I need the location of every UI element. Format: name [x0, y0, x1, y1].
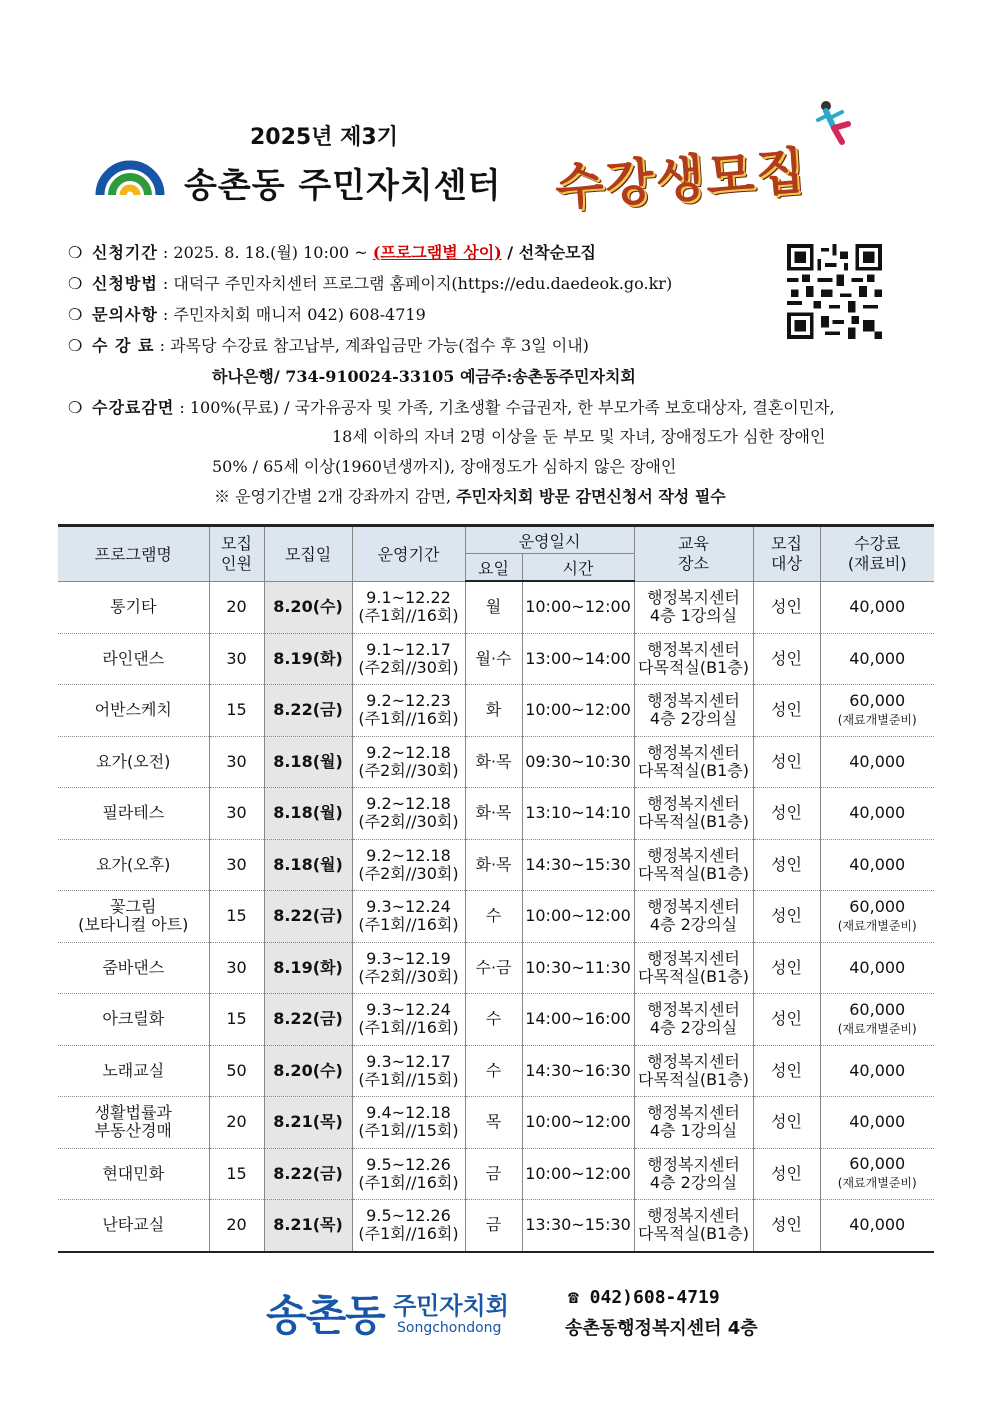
cell-fee: 40,000 — [820, 839, 934, 891]
schedule-body — [58, 581, 934, 1252]
note-text: ※ 운영기간별 2개 강좌까지 감면, — [214, 487, 457, 506]
info-value-prefix: : 2025. 8. 18.(월) 10:00 ~ — [162, 243, 373, 262]
cell-day: 수 — [465, 994, 522, 1046]
discount-line-2: 18세 이하의 자녀 2명 이상을 둔 부모 및 자녀, 장애정도가 심한 장애인 — [332, 427, 826, 446]
cell-recruit-date: 8.21(목) — [264, 1200, 352, 1252]
rainbow-logo-icon — [95, 150, 165, 200]
bullet-icon: ❍ — [68, 243, 83, 262]
cell-period: 9.2~12.18 (주2회//30회) — [352, 788, 465, 840]
cell-day: 금 — [465, 1148, 522, 1200]
cell-program-name: 꽃그림 (보타니컬 아트) — [58, 891, 209, 943]
cell-capacity: 30 — [209, 942, 264, 994]
cell-place: 행정복지센터 다목적실(B1층) — [634, 788, 753, 840]
cell-time: 14:00~16:00 — [522, 994, 634, 1046]
cell-place: 행정복지센터 다목적실(B1층) — [634, 942, 753, 994]
discount-line-3: 50% / 65세 이상(1960년생까지), 장애정도가 심하지 않은 장애인 — [212, 457, 677, 476]
cell-capacity: 20 — [209, 1097, 264, 1149]
cell-period: 9.2~12.18 (주2회//30회) — [352, 736, 465, 788]
header — [0, 0, 992, 230]
cell-day: 월 — [465, 581, 522, 633]
cell-recruit-date: 8.19(화) — [264, 942, 352, 994]
cell-time: 10:00~12:00 — [522, 891, 634, 943]
qr-code-icon[interactable] — [787, 244, 882, 339]
footer-phone: ☎ 042)608-4719 — [568, 1287, 720, 1308]
cell-period: 9.5~12.26 (주1회//16회) — [352, 1200, 465, 1252]
cell-period: 9.3~12.24 (주1회//16회) — [352, 891, 465, 943]
cell-fee: 40,000 — [820, 736, 934, 788]
cell-place: 행정복지센터 4층 2강의실 — [634, 891, 753, 943]
discount-note — [214, 484, 726, 507]
info-row-application-method — [68, 271, 672, 294]
cell-day: 수·금 — [465, 942, 522, 994]
info-label: 문의사항 — [92, 305, 158, 324]
cell-time: 10:00~12:00 — [522, 685, 634, 737]
cell-capacity: 15 — [209, 891, 264, 943]
info-row-inquiry — [68, 302, 426, 325]
cell-period: 9.4~12.18 (주1회//15회) — [352, 1097, 465, 1149]
cell-day: 화·목 — [465, 736, 522, 788]
info-label: 신청방법 — [92, 274, 158, 293]
cell-program-name: 난타교실 — [58, 1200, 209, 1252]
cell-place: 행정복지센터 다목적실(B1층) — [634, 1200, 753, 1252]
cell-target: 성인 — [753, 685, 820, 737]
cell-time: 14:30~16:30 — [522, 1045, 634, 1097]
cell-time: 13:30~15:30 — [522, 1200, 634, 1252]
year-term: 2025년 제3기 — [250, 125, 398, 150]
cell-place: 행정복지센터 4층 1강의실 — [634, 1097, 753, 1149]
cell-target: 성인 — [753, 942, 820, 994]
cell-day: 목 — [465, 1097, 522, 1149]
cell-program-name: 줌바댄스 — [58, 942, 209, 994]
footer-logo: 송촌동 — [266, 1291, 385, 1340]
header-time: 시간 — [522, 554, 634, 582]
cell-period: 9.3~12.17 (주1회//15회) — [352, 1045, 465, 1097]
info-label: 수강료감면 — [92, 398, 175, 417]
cell-time: 10:30~11:30 — [522, 942, 634, 994]
cell-period: 9.5~12.26 (주1회//16회) — [352, 1148, 465, 1200]
cell-recruit-date: 8.22(금) — [264, 891, 352, 943]
cell-recruit-date: 8.20(수) — [264, 581, 352, 633]
cell-program-name: 노래교실 — [58, 1045, 209, 1097]
cell-program-name: 어반스케치 — [58, 685, 209, 737]
cell-capacity: 50 — [209, 1045, 264, 1097]
cell-target: 성인 — [753, 633, 820, 685]
cell-time: 13:00~14:00 — [522, 633, 634, 685]
header-capacity: 모집 인원 — [209, 526, 264, 582]
table-row — [58, 685, 934, 737]
cell-time: 14:30~15:30 — [522, 839, 634, 891]
cell-program-name: 필라테스 — [58, 788, 209, 840]
cell-fee: 60,000 (재료개별준비) — [820, 1148, 934, 1200]
info-row-fee — [68, 333, 589, 356]
note-bold-text: 주민자치회 방문 감면신청서 작성 필수 — [456, 487, 726, 506]
header-period: 운영기간 — [352, 526, 465, 582]
cell-program-name: 생활법률과 부동산경매 — [58, 1097, 209, 1149]
cell-target: 성인 — [753, 1097, 820, 1149]
cell-recruit-date: 8.22(금) — [264, 685, 352, 737]
cell-capacity: 30 — [209, 839, 264, 891]
cell-capacity: 30 — [209, 788, 264, 840]
cell-period: 9.1~12.17 (주2회//30회) — [352, 633, 465, 685]
cell-recruit-date: 8.19(화) — [264, 633, 352, 685]
cell-fee: 40,000 — [820, 942, 934, 994]
table-row — [58, 633, 934, 685]
table-row — [58, 942, 934, 994]
info-label: 수 강 료 — [92, 336, 155, 355]
cell-time: 10:00~12:00 — [522, 1097, 634, 1149]
bullet-icon: ❍ — [68, 336, 83, 355]
cell-fee: 40,000 — [820, 1045, 934, 1097]
cell-recruit-date: 8.21(목) — [264, 1097, 352, 1149]
cell-place: 행정복지센터 다목적실(B1층) — [634, 736, 753, 788]
fee-note: (재료개별준비) — [837, 1021, 917, 1036]
info-value: : 과목당 수강료 참고납부, 계좌입금만 가능(접수 후 3일 이내) — [159, 336, 589, 355]
table-row — [58, 1097, 934, 1149]
cell-day: 수 — [465, 1045, 522, 1097]
info-value: : 대덕구 주민자치센터 프로그램 홈페이지(https://edu.daedeok.go.kr) — [162, 274, 673, 293]
cell-fee: 40,000 — [820, 581, 934, 633]
schedule-table — [58, 524, 934, 1253]
table-row — [58, 736, 934, 788]
cell-fee: 40,000 — [820, 788, 934, 840]
header-day: 요일 — [465, 554, 522, 582]
bullet-icon: ❍ — [68, 305, 83, 324]
org-name: 송촌동 주민자치센터 — [184, 166, 502, 206]
cell-capacity: 15 — [209, 685, 264, 737]
cell-period: 9.3~12.19 (주2회//30회) — [352, 942, 465, 994]
recruit-title: 수강생모집 — [553, 140, 809, 217]
info-value: : 100%(무료) / 국가유공자 및 가족, 기초생활 수급권자, 한 부모가족 보호대상자, 결혼이민자, — [179, 398, 835, 417]
table-row — [58, 1045, 934, 1097]
info-row-discount — [68, 395, 835, 418]
footer-logo-sub: 주민자치회 — [393, 1292, 509, 1320]
cell-place: 행정복지센터 4층 2강의실 — [634, 685, 753, 737]
cell-program-name: 요가(오전) — [58, 736, 209, 788]
cell-period: 9.2~12.18 (주2회//30회) — [352, 839, 465, 891]
table-row — [58, 581, 934, 633]
cell-fee: 60,000 (재료개별준비) — [820, 891, 934, 943]
cell-day: 화·목 — [465, 788, 522, 840]
cell-recruit-date: 8.20(수) — [264, 1045, 352, 1097]
cell-program-name: 통기타 — [58, 581, 209, 633]
cell-period: 9.3~12.24 (주1회//16회) — [352, 994, 465, 1046]
bank-account: 하나은행/ 734-910024-33105 예금주:송촌동주민자치회 — [212, 367, 636, 386]
cell-recruit-date: 8.18(월) — [264, 736, 352, 788]
cell-place: 행정복지센터 4층 1강의실 — [634, 581, 753, 633]
cell-time: 10:00~12:00 — [522, 1148, 634, 1200]
cell-time: 10:00~12:00 — [522, 581, 634, 633]
cell-time: 13:10~14:10 — [522, 788, 634, 840]
cell-capacity: 20 — [209, 1200, 264, 1252]
cell-day: 화 — [465, 685, 522, 737]
table-row — [58, 788, 934, 840]
table-row — [58, 994, 934, 1046]
table-row — [58, 891, 934, 943]
bullet-icon: ❍ — [68, 398, 83, 417]
table-row — [58, 1148, 934, 1200]
cell-time: 09:30~10:30 — [522, 736, 634, 788]
cell-fee: 60,000 (재료개별준비) — [820, 685, 934, 737]
cell-fee: 40,000 — [820, 1200, 934, 1252]
cell-target: 성인 — [753, 839, 820, 891]
fee-note: (재료개별준비) — [837, 1176, 917, 1191]
footer-logo-english: Songchondong — [397, 1320, 502, 1336]
cell-target: 성인 — [753, 1148, 820, 1200]
cell-target: 성인 — [753, 994, 820, 1046]
cell-place: 행정복지센터 다목적실(B1층) — [634, 839, 753, 891]
header-recruit-date: 모집일 — [264, 526, 352, 582]
cell-day: 수 — [465, 891, 522, 943]
header-fee: 수강료 (재료비) — [820, 526, 934, 582]
cell-capacity: 30 — [209, 736, 264, 788]
cell-fee: 40,000 — [820, 1097, 934, 1149]
cell-fee: 40,000 — [820, 633, 934, 685]
info-label: 신청기간 — [92, 243, 158, 262]
header-program: 프로그램명 — [58, 526, 209, 582]
table-row — [58, 1200, 934, 1252]
cell-capacity: 15 — [209, 1148, 264, 1200]
cell-place: 행정복지센터 다목적실(B1층) — [634, 633, 753, 685]
cell-recruit-date: 8.18(월) — [264, 839, 352, 891]
fee-note: (재료개별준비) — [837, 712, 917, 727]
cell-fee: 60,000 (재료개별준비) — [820, 994, 934, 1046]
cell-place: 행정복지센터 다목적실(B1층) — [634, 1045, 753, 1097]
header-schedule: 운영일시 — [465, 526, 634, 554]
cell-target: 성인 — [753, 891, 820, 943]
cell-recruit-date: 8.18(월) — [264, 788, 352, 840]
cell-target: 성인 — [753, 1200, 820, 1252]
table-row — [58, 839, 934, 891]
fee-note: (재료개별준비) — [837, 918, 917, 933]
header-target: 모집 대상 — [753, 526, 820, 582]
cell-program-name: 라인댄스 — [58, 633, 209, 685]
cell-day: 금 — [465, 1200, 522, 1252]
cell-recruit-date: 8.22(금) — [264, 994, 352, 1046]
cell-program-name: 아크릴화 — [58, 994, 209, 1046]
cell-period: 9.2~12.23 (주1회//16회) — [352, 685, 465, 737]
header-place: 교육 장소 — [634, 526, 753, 582]
cell-program-name: 현대민화 — [58, 1148, 209, 1200]
cell-target: 성인 — [753, 1045, 820, 1097]
footer-address: 송촌동행정복지센터 4층 — [565, 1318, 758, 1339]
info-value-highlight: (프로그램별 상이) — [372, 243, 502, 262]
cell-place: 행정복지센터 4층 2강의실 — [634, 994, 753, 1046]
cell-period: 9.1~12.22 (주1회//16회) — [352, 581, 465, 633]
cell-capacity: 15 — [209, 994, 264, 1046]
cell-capacity: 30 — [209, 633, 264, 685]
info-value-suffix: / 선착순모집 — [501, 243, 596, 262]
cell-program-name: 요가(오후) — [58, 839, 209, 891]
jumping-person-icon — [812, 98, 862, 153]
cell-target: 성인 — [753, 788, 820, 840]
bullet-icon: ❍ — [68, 274, 83, 293]
cell-target: 성인 — [753, 736, 820, 788]
cell-place: 행정복지센터 4층 2강의실 — [634, 1148, 753, 1200]
cell-day: 월·수 — [465, 633, 522, 685]
cell-day: 화·목 — [465, 839, 522, 891]
cell-capacity: 20 — [209, 581, 264, 633]
info-row-application-period — [68, 240, 596, 263]
cell-recruit-date: 8.22(금) — [264, 1148, 352, 1200]
info-value: : 주민자치회 매니저 042) 608-4719 — [162, 305, 426, 324]
cell-target: 성인 — [753, 581, 820, 633]
